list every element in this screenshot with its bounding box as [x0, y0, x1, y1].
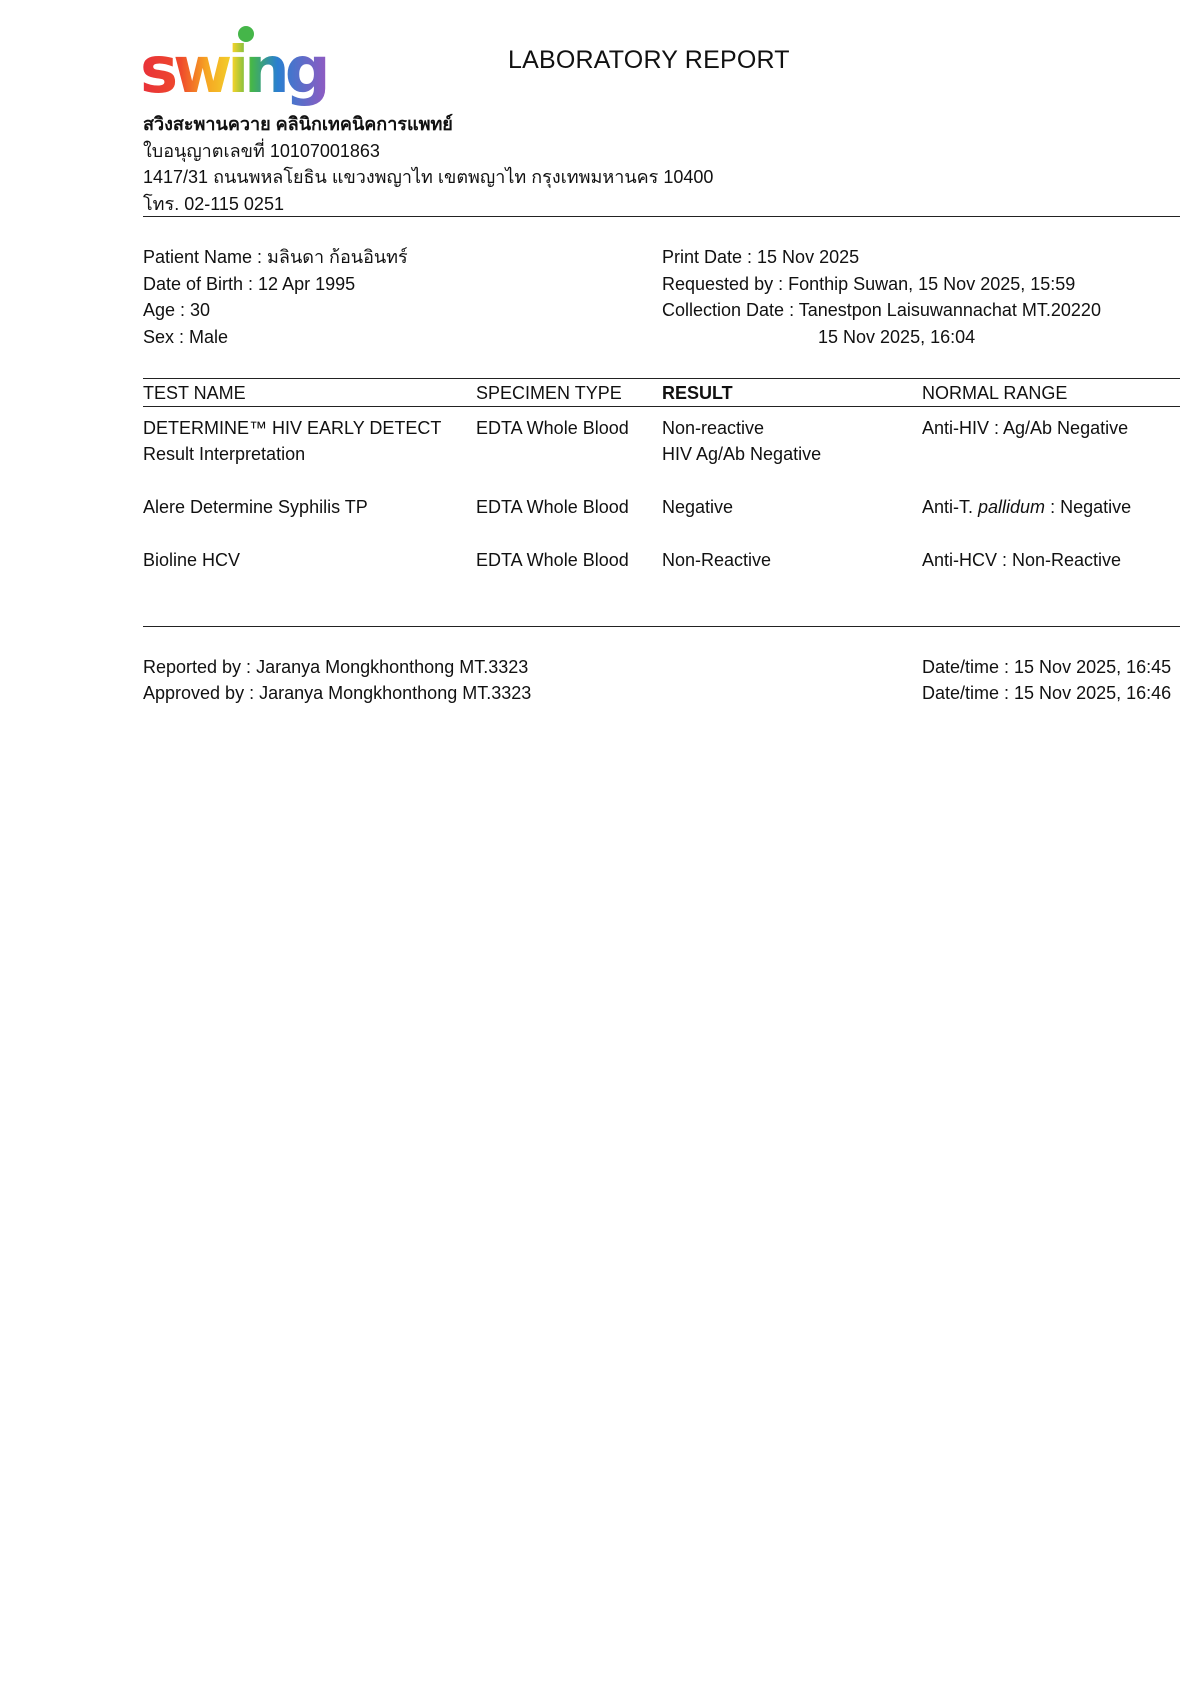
result-value: Non-Reactive — [662, 550, 772, 570]
clinic-phone: โทร. 02-115 0251 — [143, 194, 284, 214]
normal-range-prefix: Anti-T. — [922, 497, 979, 517]
patient-sex: Sex : Male — [143, 327, 229, 347]
reported-by: Reported by : Jaranya Mongkhonthong MT.3323 — [143, 657, 529, 677]
specimen-type: EDTA Whole Blood — [476, 550, 629, 570]
specimen-type: EDTA Whole Blood — [476, 497, 629, 517]
logo-wordmark: swing — [140, 34, 326, 108]
col-header-result: RESULT — [662, 383, 733, 403]
result-value: Negative — [662, 497, 734, 517]
reported-datetime: Date/time : 15 Nov 2025, 16:45 — [922, 657, 1172, 677]
table-header-rule — [143, 406, 1180, 407]
col-header-test-name: TEST NAME — [143, 383, 246, 403]
approved-by: Approved by : Jaranya Mongkhonthong MT.3323 — [143, 683, 532, 703]
report-title: LABORATORY REPORT — [508, 46, 790, 74]
normal-range-organism: pallidum — [978, 497, 1046, 517]
clinic-address: 1417/31 ถนนพหลโยธิน แขวงพญาไท เขตพญาไท กรุงเทพมหานคร 10400 — [143, 167, 714, 187]
patient-dob: Date of Birth : 12 Apr 1995 — [143, 274, 356, 294]
test-name: DETERMINE™ HIV EARLY DETECT — [143, 418, 442, 438]
normal-range: Anti-HIV : Ag/Ab Negative — [922, 418, 1129, 438]
divider — [143, 216, 1180, 217]
specimen-type: EDTA Whole Blood — [476, 418, 629, 438]
test-name: Bioline HCV — [143, 550, 241, 570]
clinic-name: สวิงสะพานควาย คลินิกเทคนิคการแพทย์ — [143, 114, 453, 134]
normal-range — [922, 494, 1131, 520]
patient-name: Patient Name : มลินดา ก้อนอินทร์ — [143, 247, 408, 267]
table-top-rule — [143, 378, 1180, 379]
swing-logo — [140, 20, 350, 110]
collection-date: Collection Date : Tanestpon Laisuwannachat MT.20220 — [662, 300, 1101, 320]
collection-time: 15 Nov 2025, 16:04 — [818, 327, 976, 347]
clinic-license: ใบอนุญาตเลขที่ 10107001863 — [143, 141, 380, 161]
test-name: Alere Determine Syphilis TP — [143, 497, 368, 517]
result-value: Non-reactive — [662, 418, 765, 438]
col-header-normal-range: NORMAL RANGE — [922, 383, 1068, 403]
patient-age: Age : 30 — [143, 300, 211, 320]
normal-range-suffix: : Negative — [1045, 497, 1132, 517]
approved-datetime: Date/time : 15 Nov 2025, 16:46 — [922, 683, 1172, 703]
print-date: Print Date : 15 Nov 2025 — [662, 247, 860, 267]
result-interpretation: HIV Ag/Ab Negative — [662, 444, 822, 464]
test-name-sub: Result Interpretation — [143, 444, 306, 464]
col-header-specimen-type: SPECIMEN TYPE — [476, 383, 622, 403]
table-bottom-rule — [143, 626, 1180, 627]
requested-by: Requested by : Fonthip Suwan, 15 Nov 2025, 15:59 — [662, 274, 1076, 294]
normal-range: Anti-HCV : Non-Reactive — [922, 550, 1122, 570]
